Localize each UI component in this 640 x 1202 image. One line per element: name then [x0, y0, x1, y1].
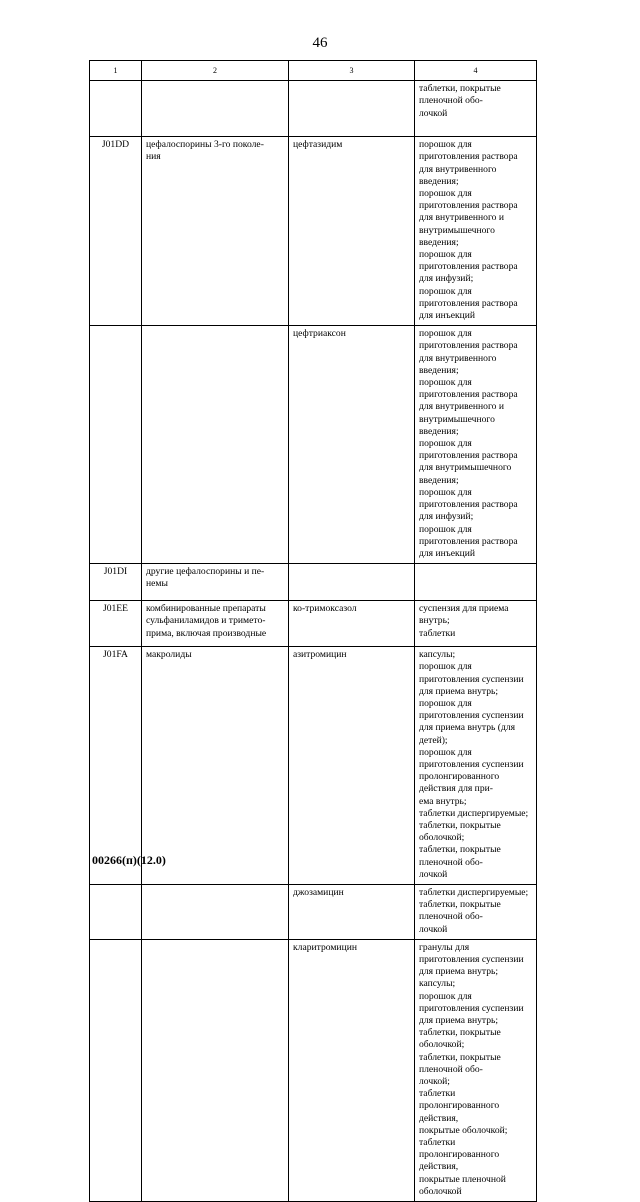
- table-row: [90, 81, 537, 137]
- table-row: [90, 601, 537, 647]
- forms-cell: таблетки диспергируемые; таблетки, покрытые пленочной обо- лочкой: [415, 884, 537, 939]
- group-cell: [142, 939, 289, 1201]
- drug-cell: [289, 81, 415, 137]
- group-cell: макролиды: [142, 647, 289, 885]
- atc-code-cell: J01DD: [90, 137, 142, 326]
- drug-cell: джозамицин: [289, 884, 415, 939]
- atc-code-cell: J01DI: [90, 564, 142, 601]
- table-row: [90, 137, 537, 326]
- drug-cell: ко-тримоксазол: [289, 601, 415, 647]
- table-row: [90, 939, 537, 1201]
- forms-cell: [415, 564, 537, 601]
- drug-cell: цефтазидим: [289, 137, 415, 326]
- group-cell: другие цефалоспорины и пе- немы: [142, 564, 289, 601]
- document-code-footer: 00266(п)(12.0): [92, 853, 166, 867]
- group-cell: комбинированные препараты сульфаниламидов и тримето- прима, включая производные: [142, 601, 289, 647]
- forms-cell: капсулы; порошок для приготовления суспензии для приема внутрь; порошок для приготовления суспензии для приема внутрь (для детей); порошок для приготовления суспензии пролонгированного действия для при- ема внутрь; таблетки диспергируемые; таблетки, покрытые оболочкой; таблетки, покрытые пленочной обо- лочкой: [415, 647, 537, 885]
- column-header: 3: [289, 61, 415, 81]
- atc-code-cell: [90, 939, 142, 1201]
- forms-cell: порошок для приготовления раствора для внутривенного введения; порошок для приготовления раствора для внутривенного и внутримышечного введения; порошок для приготовления раствора для внутримышечного введения; порошок для приготовления раствора для инфузий; порошок для приготовления раствора для инъекций: [415, 326, 537, 564]
- drug-table: [89, 60, 537, 1202]
- atc-code-cell: [90, 81, 142, 137]
- table-row: [90, 647, 537, 885]
- drug-cell: азитромицин: [289, 647, 415, 885]
- table-row: [90, 884, 537, 939]
- forms-cell: гранулы для приготовления суспензии для приема внутрь; капсулы; порошок для приготовления суспензии для приема внутрь; таблетки, покрытые оболочкой; таблетки, покрытые пленочной обо- лочкой; таблетки пролонгированного действия, покрытые оболочкой; таблетки пролонгированного действия, покрытые пленочной оболочкой: [415, 939, 537, 1201]
- drug-cell: цефтриаксон: [289, 326, 415, 564]
- drug-cell: кларитромицин: [289, 939, 415, 1201]
- column-header: 1: [90, 61, 142, 81]
- table-header-row: [90, 61, 537, 81]
- atc-code-cell: J01FA: [90, 647, 142, 885]
- group-cell: [142, 326, 289, 564]
- forms-cell: таблетки, покрытые пленочной обо- лочкой: [415, 81, 537, 137]
- drug-cell: [289, 564, 415, 601]
- atc-code-cell: [90, 326, 142, 564]
- page-number: 46: [312, 35, 328, 51]
- group-cell: [142, 884, 289, 939]
- forms-cell: суспензия для приема внутрь; таблетки: [415, 601, 537, 647]
- forms-cell: порошок для приготовления раствора для внутривенного введения; порошок для приготовления раствора для внутривенного и внутримышечного введения; порошок для приготовления раствора для инфузий; порошок для приготовления раствора для инъекций: [415, 137, 537, 326]
- table-row: [90, 326, 537, 564]
- column-header: 2: [142, 61, 289, 81]
- atc-code-cell: J01EE: [90, 601, 142, 647]
- column-header: 4: [415, 61, 537, 81]
- group-cell: цефалоспорины 3-го поколе- ния: [142, 137, 289, 326]
- table-row: [90, 564, 537, 601]
- group-cell: [142, 81, 289, 137]
- atc-code-cell: [90, 884, 142, 939]
